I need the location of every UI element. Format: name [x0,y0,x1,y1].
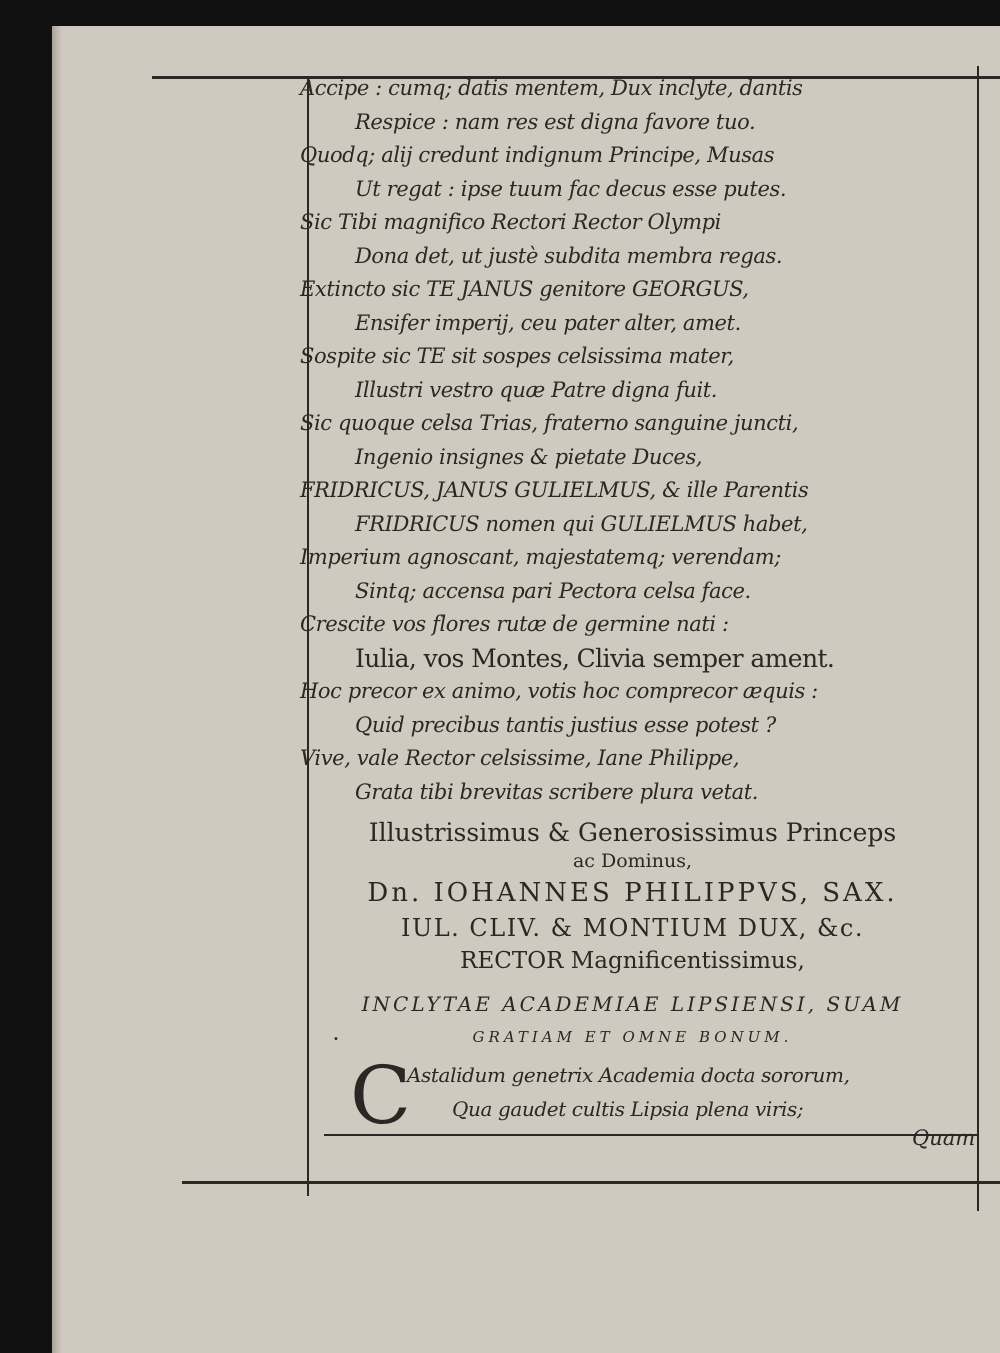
poem-block [300,72,970,809]
catchword: Quam [912,1126,976,1150]
opening-line-1: Astalidum genetrix Academia docta sororum, [407,1063,850,1087]
frame-bottom-rule [182,1181,1000,1184]
poem-line: Iulia, vos Montes, Clivia semper ament. [355,643,835,673]
address-line-1: INCLYTAE ACADEMIAE LIPSIENSI, SUAM [361,992,904,1016]
poem-line: Sintq; accensa pari Pectora celsa face. [355,578,751,603]
poem-line: Quid precibus tantis justius esse potest ? [355,712,776,737]
heading-line-4: IUL. CLIV. & MONTIUM DUX, &c. [401,914,864,942]
poem-line: Illustri vestro quæ Patre digna fuit. [355,377,718,402]
poem-line: Sic Tibi magnifico Rectori Rector Olympi [300,210,721,234]
heading-line-1: Illustrissimus & Generosissimus Princeps [368,818,897,847]
poem-line: Imperium agnoscant, majestatemq; verendam; [300,545,781,569]
poem-line: FRIDRICUS, JANUS GULIELMUS, & ille Parentis [300,478,809,502]
opening-lines [407,1058,967,1126]
bullet-mark: • [333,1034,339,1045]
heading-line-3: Dn. IOHANNES PHILIPPVS, SAX. [367,878,898,908]
poem-line: Dona det, ut justè subdita membra regas. [355,243,783,268]
heading-line-2: ac Dominus, [572,850,693,872]
poem-line: Ut regat : ipse tuum fac decus esse putes. [355,176,787,201]
poem-line: Sic quoque celsa Trias, fraterno sanguine juncti, [300,411,799,435]
poem-line: Hoc precor ex animo, votis hoc comprecor æquis : [300,679,818,703]
poem-line: Ensifer imperij, ceu pater alter, amet. [355,310,741,335]
opening-line-2: Qua gaudet cultis Lipsia plena viris; [452,1097,804,1121]
drop-initial: C [350,1049,412,1142]
page-gutter-shadow [52,26,62,1353]
poem-line: Ingenio insignes & pietate Duces, [355,444,703,469]
poem-line: Grata tibi brevitas scribere plura vetat. [355,779,759,804]
poem-line: Crescite vos flores rutæ de germine nati : [300,612,729,636]
poem-line: Respice : nam res est digna favore tuo. [355,109,756,134]
text-bottom-rule [324,1134,979,1136]
frame-right-rule [977,66,979,1211]
poem-line: Sospite sic TE sit sospes celsissima mater, [300,344,734,368]
heading-line-5: RECTOR Magnificentissimus, [460,948,805,974]
poem-line: Vive, vale Rector celsissime, Iane Philippe, [300,746,740,770]
poem-line: Extincto sic TE JANUS genitore GEORGUS, [300,277,749,301]
poem-line: Quodq; alij credunt indignum Principe, Musas [300,143,775,167]
poem-line: FRIDRICUS nomen qui GULIELMUS habet, [355,511,808,536]
address-line-2: GRATIAM ET OMNE BONUM. [472,1028,793,1046]
poem-line: Accipe : cumq; datis mentem, Dux inclyte, dantis [300,76,803,100]
